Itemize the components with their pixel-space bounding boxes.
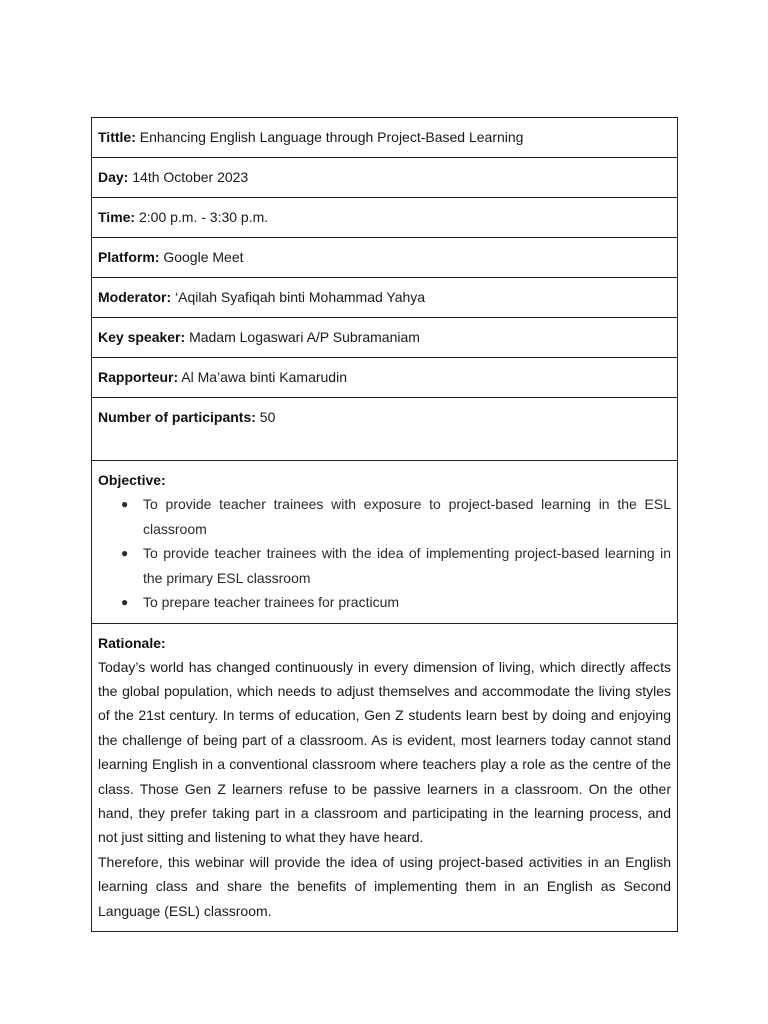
platform-cell — [92, 238, 678, 278]
list-item — [98, 541, 671, 590]
rationale-paragraph: Today’s world has changed continuously in every dimension of living, which directly affects the global population, which needs to adjust themselves and accommodate the living styles of the 21st century. In terms of education, Gen Z students learn best by doing and enjoying the challenge of being part of a classroom. As is evident, most learners today cannot stand learning English in a conventional classroom where teachers play a role as the centre of the class. Those Gen Z learners refuse to be passive learners in a classroom. On the other hand, they prefer taking part in a classroom and participating in the learning process, and not just sitting and listening to what they have heard. — [98, 658, 671, 846]
rationale-paragraph: Therefore, this webinar will provide the idea of using project-based activities in an English learning class and share the benefits of implementing them in an English as Second Language (ESL) classroom. — [98, 853, 671, 919]
platform-value: Google Meet — [163, 249, 244, 265]
time-cell — [92, 198, 678, 238]
day-value: 14th October 2023 — [132, 169, 249, 185]
title-row — [92, 118, 678, 158]
webinar-details-table — [91, 117, 678, 932]
participants-row — [92, 398, 678, 461]
rapporteur-row — [92, 358, 678, 398]
day-cell — [92, 158, 678, 198]
key-speaker-value: Madam Logaswari A/P Subramaniam — [189, 329, 420, 345]
participants-cell — [92, 398, 678, 461]
participants-label: Number of participants: — [98, 409, 256, 425]
title-label: Tittle: — [98, 129, 136, 145]
rationale-cell — [92, 623, 678, 931]
rapporteur-label: Rapporteur: — [98, 369, 179, 385]
title-value: Enhancing English Language through Project-Based Learning — [139, 129, 524, 145]
platform-label: Platform: — [98, 249, 160, 265]
time-value: 2:00 p.m. - 3:30 p.m. — [138, 209, 269, 225]
moderator-row — [92, 278, 678, 318]
objective-label: Objective: — [98, 472, 166, 488]
day-label: Day: — [98, 169, 129, 185]
objective-list — [98, 492, 671, 615]
participants-value: 50 — [259, 409, 276, 425]
objective-item-text: To provide teacher trainees with the idea of implementing project-based learning in the primary ESL classroom — [143, 545, 671, 586]
objective-row — [92, 461, 678, 624]
title-cell — [92, 118, 678, 158]
objective-item-text: To prepare teacher trainees for practicum — [143, 594, 400, 610]
platform-row — [92, 238, 678, 278]
list-item — [98, 590, 671, 615]
key-speaker-row — [92, 318, 678, 358]
key-speaker-label: Key speaker: — [98, 329, 186, 345]
moderator-value: ‘Aqilah Syafiqah binti Mohammad Yahya — [175, 289, 426, 305]
bullet-icon: ● — [121, 497, 129, 511]
day-row — [92, 158, 678, 198]
moderator-label: Moderator: — [98, 289, 172, 305]
time-label: Time: — [98, 209, 136, 225]
rapporteur-cell — [92, 358, 678, 398]
key-speaker-cell — [92, 318, 678, 358]
rationale-label: Rationale: — [98, 634, 166, 651]
bullet-icon: ● — [121, 546, 129, 560]
bullet-icon: ● — [121, 595, 129, 609]
time-row — [92, 198, 678, 238]
rapporteur-value: Al Ma’awa binti Kamarudin — [181, 369, 347, 385]
rationale-row — [92, 623, 678, 931]
moderator-cell — [92, 278, 678, 318]
objective-item-text: To provide teacher trainees with exposure to project-based learning in the ESL classroom — [143, 496, 671, 537]
list-item — [98, 492, 671, 541]
objective-cell — [92, 461, 678, 624]
